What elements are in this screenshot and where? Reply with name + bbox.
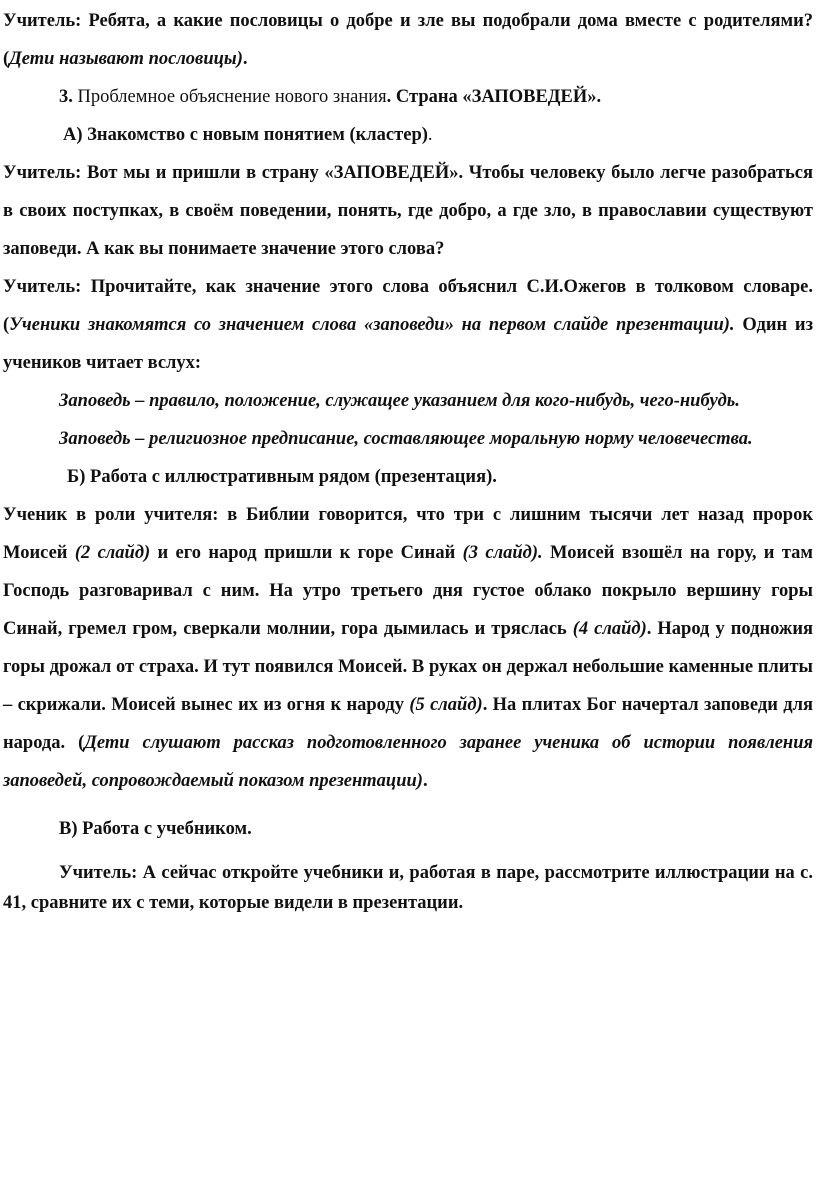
subheading-c [3, 810, 813, 848]
subheading-b [3, 458, 813, 496]
speaker-label: Учитель: [59, 863, 138, 883]
section-number: 3. [59, 87, 73, 107]
slide-reference: (5 слайд) [409, 695, 483, 715]
punctuation: . [427, 125, 433, 145]
paragraph-text: Моисей взошёл на гору, и там Господь разговаривал с ним. На утро третьего дня густое облако покрыло вершину горы Синай, гремел гром, сверкали молнии, гора дымилась и тряслась [3, 543, 813, 639]
paragraph-text: . На плитах Бог начертал заповеди для народа. ( [3, 695, 813, 753]
definition-2: Заповедь – религиозное предписание, составляющее моральную норму человечества. [59, 429, 753, 449]
paragraph-teacher-ozhegov [3, 268, 813, 382]
section-title-bold: Страна «ЗАПОВЕДЕЙ» [395, 87, 597, 107]
slide-reference: (2 слайд) [74, 543, 151, 563]
punctuation: . [386, 87, 396, 107]
stage-note: Дети называют пословицы) [9, 49, 243, 69]
punctuation: . [242, 49, 248, 69]
speaker-label: Учитель: [3, 163, 82, 183]
definition-1: Заповедь – правило, положение, служащее указанием для кого-нибудь, чего-нибудь. [59, 391, 740, 411]
subheading-text: В) Работа с учебником. [59, 819, 252, 839]
paragraph-text: А сейчас откройте учебники и, работая в паре, рассмотрите иллюстрации на с. 41, сравните их с теми, которые видели в презентации. [3, 863, 813, 913]
spacer [3, 848, 813, 858]
paragraph-teacher-proverbs [3, 2, 813, 78]
paragraph-text: в Библии говорится, что три с лишним тысячи лет назад пророк Моисей [3, 505, 814, 563]
paragraph-text: Прочитайте, как значение этого слова объяснил С.И.Ожегов в толковом словаре. ( [3, 277, 813, 335]
speaker-label: Ученик в роли учителя: [3, 505, 219, 525]
paragraph-text: и его народ пришли к горе Синай [150, 543, 463, 563]
paragraph-text: Ребята, а какие пословицы о добре и зле вы подобрали дома вместе с родителями? ( [3, 11, 813, 69]
subheading-a [3, 116, 813, 154]
paragraph-student-story [3, 496, 813, 800]
spacer [3, 800, 813, 810]
paragraph-teacher-commandments [3, 154, 813, 268]
punctuation: . [596, 87, 602, 107]
section-title: Проблемное объяснение нового знания [72, 87, 387, 107]
punctuation: . [422, 771, 428, 791]
subheading-text: А) Знакомство с новым понятием (кластер) [63, 125, 428, 145]
paragraph-text: Один из учеников читает вслух: [3, 315, 813, 373]
paragraph-text: . Народ у подножия горы дрожал от страха. И тут появился Моисей. В руках он держал небольшие каменные плиты – скрижали. Моисей вынес их из огня к народу [3, 619, 813, 715]
speaker-label: Учитель: [3, 277, 82, 297]
stage-note: Дети слушают рассказ подготовленного заранее ученика об истории появления заповедей, сопровождаемый показом презентации) [3, 733, 814, 791]
subheading-text: Б) Работа с иллюстративным рядом (презентация). [67, 467, 497, 487]
paragraph-text: Вот мы и пришли в страну «ЗАПОВЕДЕЙ». Чтобы человеку было легче разобраться в своих поступках, в своём поведении, понять, где добро, а где зло, в православии существуют заповеди. А как вы понимаете значение этого слова? [3, 163, 813, 259]
paragraph-teacher-textbook [3, 858, 813, 918]
speaker-label: Учитель: [3, 11, 82, 31]
section-heading-3 [3, 78, 813, 116]
stage-note: Ученики знакомятся со значением слова «заповеди» на первом слайде презентации). [9, 315, 735, 335]
slide-reference: (3 слайд). [462, 543, 543, 563]
slide-reference: (4 слайд) [572, 619, 647, 639]
